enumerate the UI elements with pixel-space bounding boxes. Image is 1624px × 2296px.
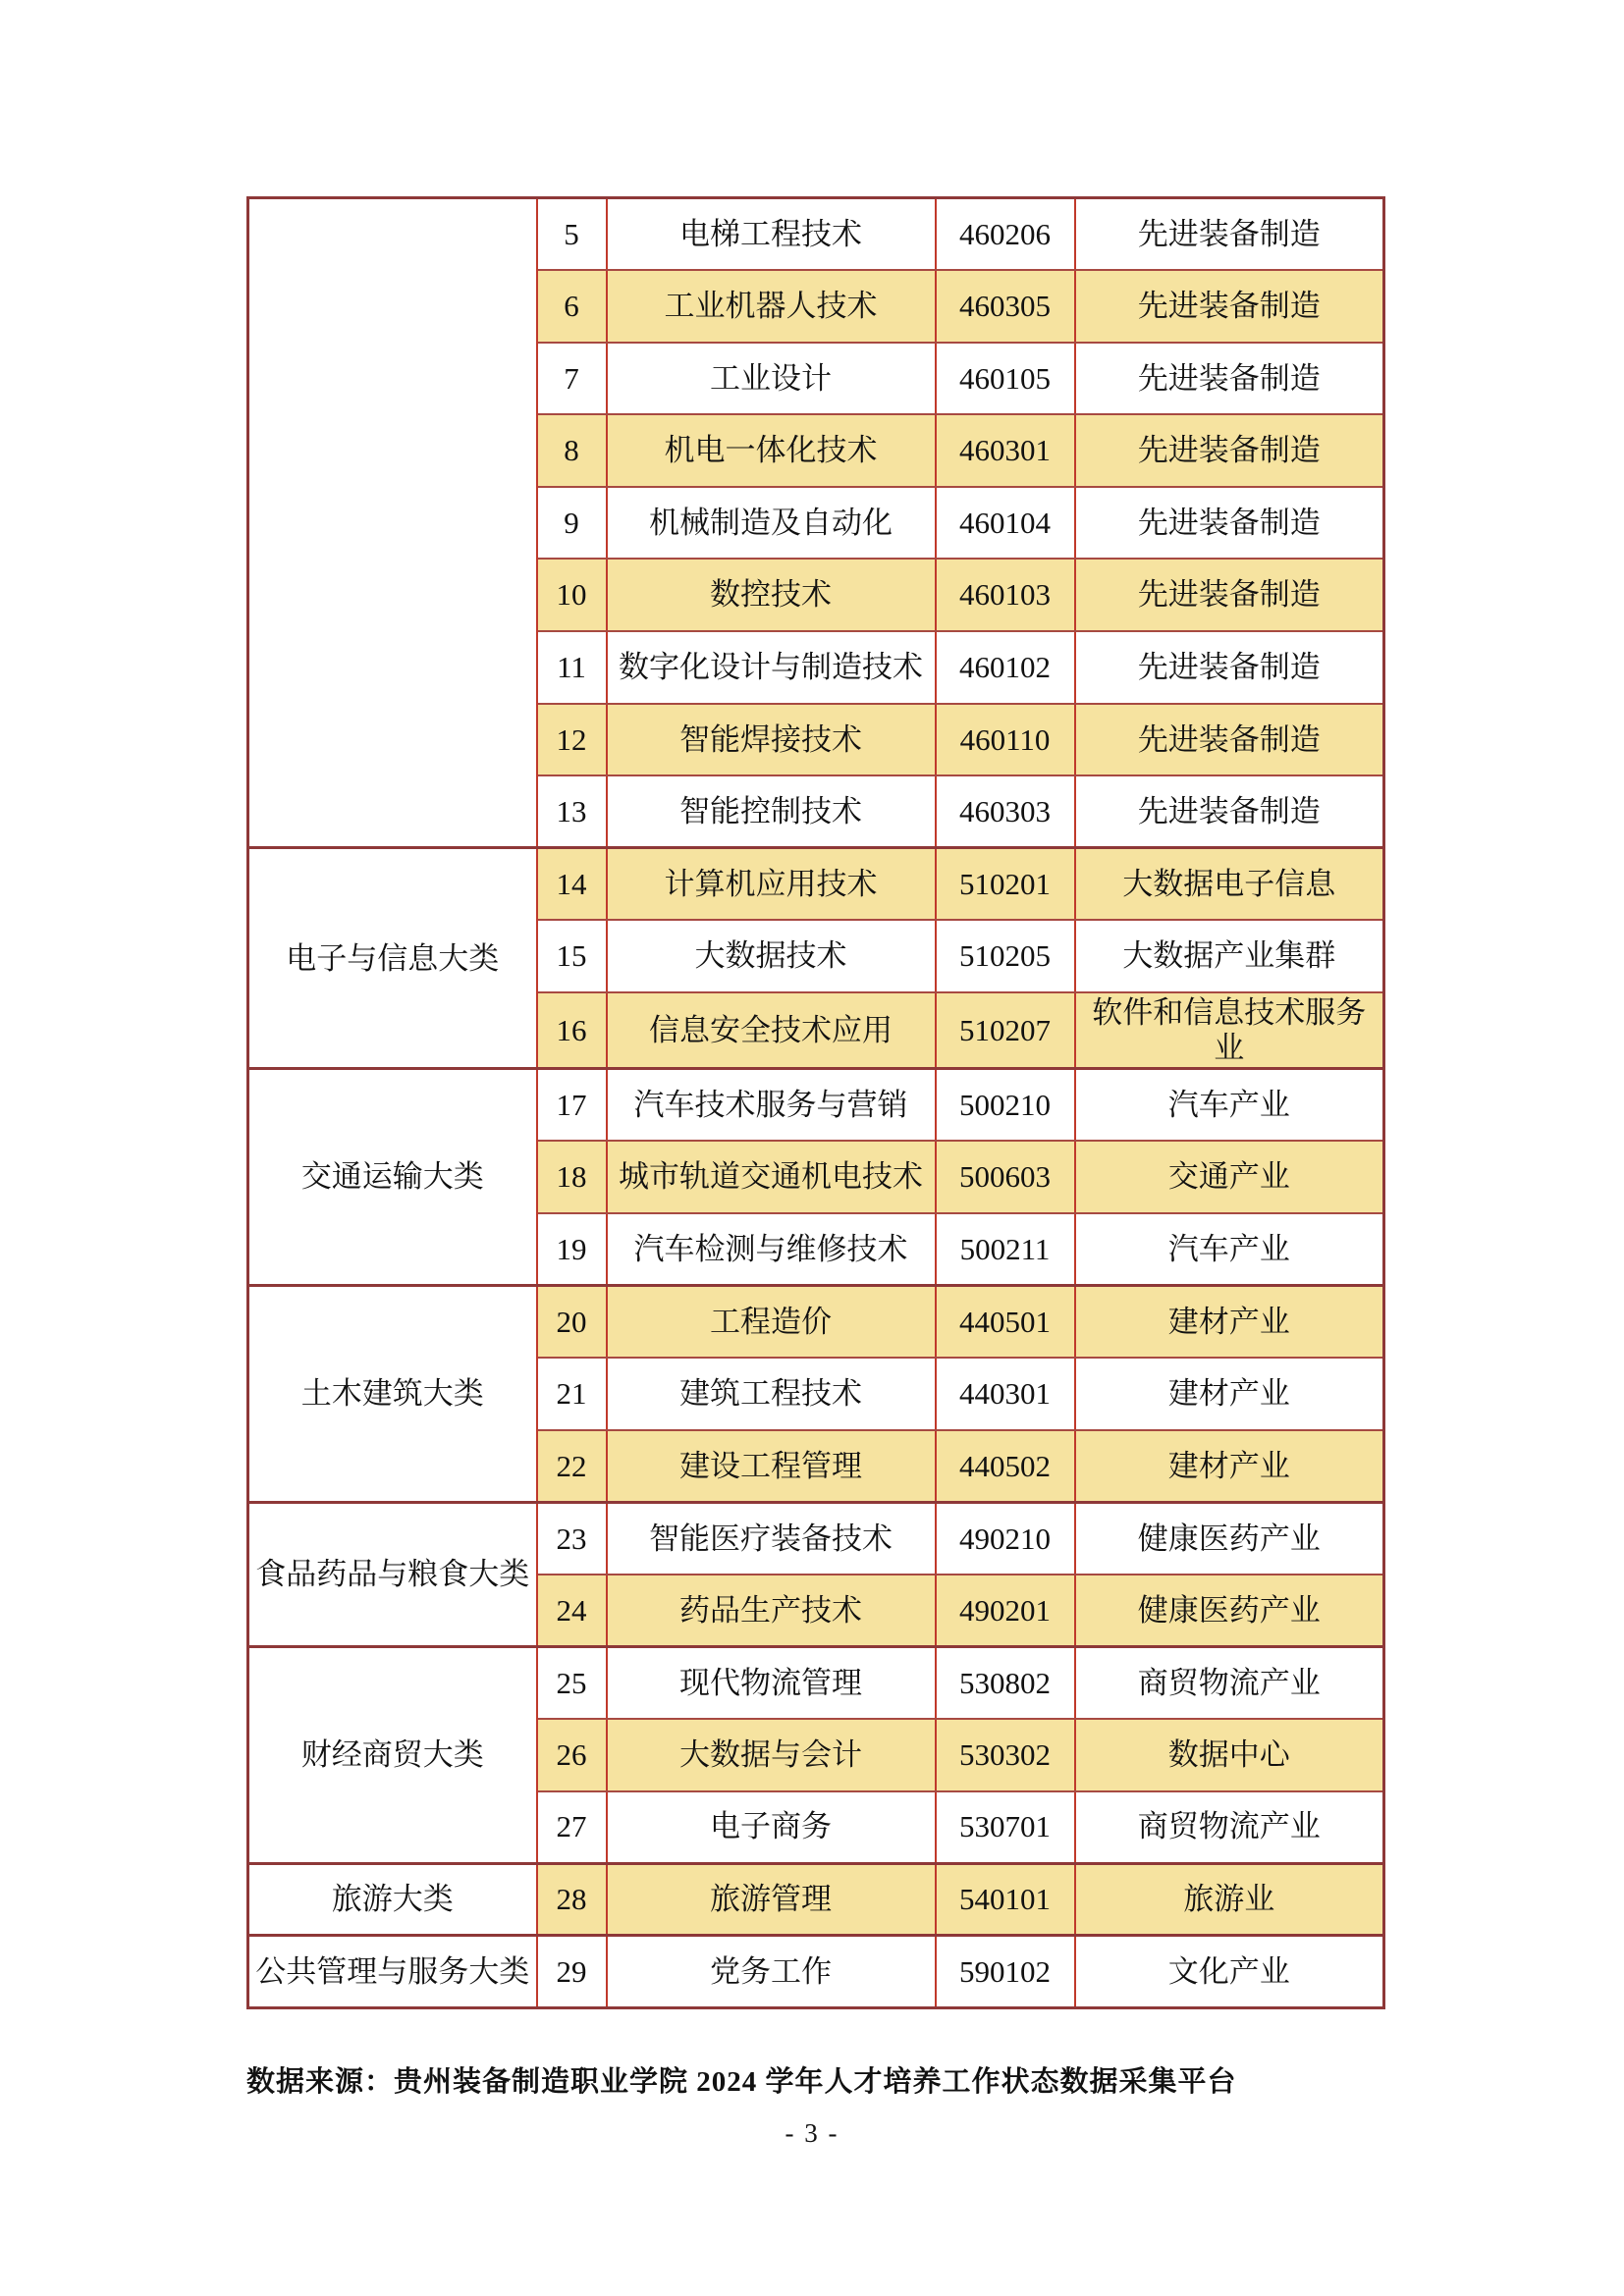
industry-cell: 健康医药产业 (1075, 1575, 1384, 1647)
row-number-cell: 22 (537, 1430, 607, 1503)
row-number-cell: 14 (537, 848, 607, 921)
industry-cell: 大数据产业集群 (1075, 920, 1384, 992)
major-code-cell: 500211 (936, 1213, 1075, 1286)
row-number-cell: 20 (537, 1286, 607, 1359)
major-name-cell: 智能控制技术 (607, 775, 936, 848)
major-name-cell: 电梯工程技术 (607, 198, 936, 271)
major-code-cell: 510205 (936, 920, 1075, 992)
row-number-cell: 7 (537, 343, 607, 415)
major-code-cell: 530802 (936, 1647, 1075, 1720)
industry-cell: 旅游业 (1075, 1863, 1384, 1936)
category-cell: 土木建筑大类 (248, 1286, 537, 1503)
table-row (248, 1936, 1384, 2008)
row-number-cell: 29 (537, 1936, 607, 2008)
major-code-cell: 530701 (936, 1791, 1075, 1864)
industry-cell: 建材产业 (1075, 1286, 1384, 1359)
industry-cell: 先进装备制造 (1075, 775, 1384, 848)
major-name-cell: 旅游管理 (607, 1863, 936, 1936)
industry-cell: 先进装备制造 (1075, 631, 1384, 704)
row-number-cell: 12 (537, 704, 607, 776)
data-source-note: 数据来源：贵州装备制造职业学院 2024 学年人才培养工作状态数据采集平台 (246, 2066, 1237, 2098)
row-number-cell: 10 (537, 559, 607, 631)
major-code-cell: 440502 (936, 1430, 1075, 1503)
major-name-cell: 药品生产技术 (607, 1575, 936, 1647)
major-code-cell: 440501 (936, 1286, 1075, 1359)
major-code-cell: 500603 (936, 1141, 1075, 1213)
row-number-cell: 5 (537, 198, 607, 271)
table-row (248, 1069, 1384, 1142)
major-name-cell: 现代物流管理 (607, 1647, 936, 1720)
industry-cell: 软件和信息技术服务业 (1075, 992, 1384, 1069)
major-name-cell: 计算机应用技术 (607, 848, 936, 921)
major-code-cell: 460301 (936, 414, 1075, 487)
major-code-cell: 490201 (936, 1575, 1075, 1647)
major-name-cell: 汽车检测与维修技术 (607, 1213, 936, 1286)
row-number-cell: 16 (537, 992, 607, 1069)
major-name-cell: 数字化设计与制造技术 (607, 631, 936, 704)
major-code-cell: 530302 (936, 1719, 1075, 1791)
industry-cell: 建材产业 (1075, 1358, 1384, 1430)
row-number-cell: 21 (537, 1358, 607, 1430)
row-number-cell: 27 (537, 1791, 607, 1864)
major-code-cell: 460206 (936, 198, 1075, 271)
major-name-cell: 电子商务 (607, 1791, 936, 1864)
industry-cell: 大数据电子信息 (1075, 848, 1384, 921)
major-code-cell: 510207 (936, 992, 1075, 1069)
major-name-cell: 党务工作 (607, 1936, 936, 2008)
row-number-cell: 28 (537, 1863, 607, 1936)
industry-cell: 商贸物流产业 (1075, 1647, 1384, 1720)
major-name-cell: 大数据技术 (607, 920, 936, 992)
industry-cell: 先进装备制造 (1075, 270, 1384, 343)
major-name-cell: 大数据与会计 (607, 1719, 936, 1791)
table-row (248, 1863, 1384, 1936)
majors-table (246, 196, 1385, 2009)
major-name-cell: 工程造价 (607, 1286, 936, 1359)
industry-cell: 商贸物流产业 (1075, 1791, 1384, 1864)
major-name-cell: 机电一体化技术 (607, 414, 936, 487)
row-number-cell: 25 (537, 1647, 607, 1720)
table-row (248, 1647, 1384, 1720)
major-code-cell: 460110 (936, 704, 1075, 776)
major-code-cell: 460305 (936, 270, 1075, 343)
category-cell: 旅游大类 (248, 1863, 537, 1936)
table-row (248, 848, 1384, 921)
table-row (248, 1286, 1384, 1359)
row-number-cell: 18 (537, 1141, 607, 1213)
table-row (248, 198, 1384, 271)
industry-cell: 先进装备制造 (1075, 343, 1384, 415)
major-name-cell: 数控技术 (607, 559, 936, 631)
major-name-cell: 工业机器人技术 (607, 270, 936, 343)
page-number: - 3 - (785, 2118, 839, 2148)
industry-cell: 先进装备制造 (1075, 414, 1384, 487)
major-name-cell: 智能医疗装备技术 (607, 1502, 936, 1575)
row-number-cell: 9 (537, 487, 607, 560)
industry-cell: 交通产业 (1075, 1141, 1384, 1213)
row-number-cell: 6 (537, 270, 607, 343)
row-number-cell: 19 (537, 1213, 607, 1286)
major-name-cell: 汽车技术服务与营销 (607, 1069, 936, 1142)
major-code-cell: 460102 (936, 631, 1075, 704)
category-cell: 公共管理与服务大类 (248, 1936, 537, 2008)
row-number-cell: 11 (537, 631, 607, 704)
major-name-cell: 机械制造及自动化 (607, 487, 936, 560)
row-number-cell: 8 (537, 414, 607, 487)
major-code-cell: 590102 (936, 1936, 1075, 2008)
industry-cell: 先进装备制造 (1075, 704, 1384, 776)
major-code-cell: 460105 (936, 343, 1075, 415)
category-cell: 食品药品与粮食大类 (248, 1502, 537, 1646)
major-name-cell: 信息安全技术应用 (607, 992, 936, 1069)
row-number-cell: 23 (537, 1502, 607, 1575)
major-code-cell: 500210 (936, 1069, 1075, 1142)
industry-cell: 先进装备制造 (1075, 559, 1384, 631)
industry-cell: 建材产业 (1075, 1430, 1384, 1503)
major-name-cell: 智能焊接技术 (607, 704, 936, 776)
industry-cell: 汽车产业 (1075, 1213, 1384, 1286)
row-number-cell: 17 (537, 1069, 607, 1142)
majors-table-body (248, 198, 1384, 2008)
category-cell: 电子与信息大类 (248, 848, 537, 1069)
major-code-cell: 460104 (936, 487, 1075, 560)
industry-cell: 文化产业 (1075, 1936, 1384, 2008)
category-cell: 交通运输大类 (248, 1069, 537, 1286)
row-number-cell: 26 (537, 1719, 607, 1791)
industry-cell: 汽车产业 (1075, 1069, 1384, 1142)
industry-cell: 先进装备制造 (1075, 198, 1384, 271)
row-number-cell: 15 (537, 920, 607, 992)
major-code-cell: 540101 (936, 1863, 1075, 1936)
row-number-cell: 24 (537, 1575, 607, 1647)
major-name-cell: 城市轨道交通机电技术 (607, 1141, 936, 1213)
major-code-cell: 460303 (936, 775, 1075, 848)
industry-cell: 数据中心 (1075, 1719, 1384, 1791)
major-code-cell: 460103 (936, 559, 1075, 631)
row-number-cell: 13 (537, 775, 607, 848)
major-name-cell: 工业设计 (607, 343, 936, 415)
major-code-cell: 490210 (936, 1502, 1075, 1575)
major-code-cell: 510201 (936, 848, 1075, 921)
category-cell: 财经商贸大类 (248, 1647, 537, 1864)
major-name-cell: 建设工程管理 (607, 1430, 936, 1503)
industry-cell: 健康医药产业 (1075, 1502, 1384, 1575)
major-code-cell: 440301 (936, 1358, 1075, 1430)
category-cell (248, 198, 537, 848)
major-name-cell: 建筑工程技术 (607, 1358, 936, 1430)
industry-cell: 先进装备制造 (1075, 487, 1384, 560)
table-row (248, 1502, 1384, 1575)
